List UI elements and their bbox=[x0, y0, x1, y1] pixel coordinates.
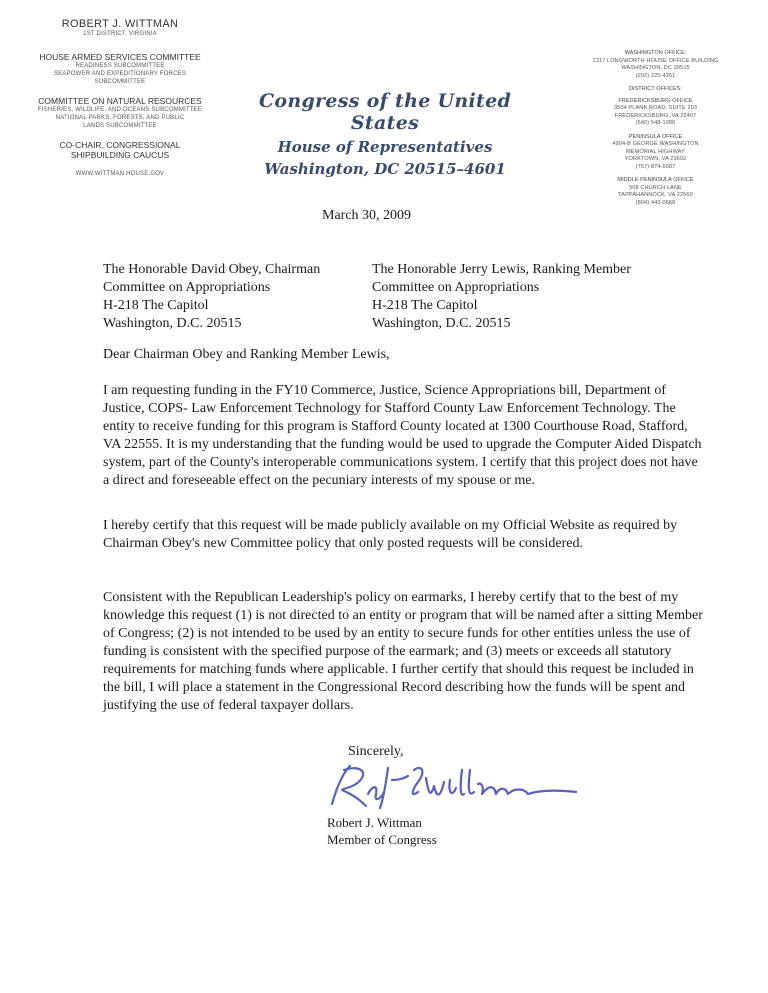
congress-title: Congress of the United States bbox=[258, 90, 512, 134]
website: WWW.WITTMAN.HOUSE.GOV bbox=[75, 171, 165, 177]
office-address: WASHINGTON, DC 20515 bbox=[621, 65, 690, 71]
office-title: WASHINGTON OFFICE: bbox=[624, 50, 687, 56]
office-phone: (757) 874-6687 bbox=[635, 163, 676, 170]
recipient-line: The Honorable Jerry Lewis, Ranking Member bbox=[372, 262, 631, 277]
paragraph-earmark-certification: Consistent with the Republican Leadership's policy on earmarks, I hereby certify that to the best of my knowledge this request (1) is not directed to an entity or program that will be named after a sitting Member of Congress; (2) is not intended to be used by an entity to secure funds for other entities unless the use of funding is consistent with the specified purpose of the earmark; and (3) meets or exceeds all statutory requirements for matching funds where applicable. I further certify that should this request be included in the bill, I will place a statement in the Congressional Record describing how the funds will be spent and justifying the use of federal taxpayer dollars. bbox=[103, 590, 703, 713]
committee-title: HOUSE ARMED SERVICES COMMITTEE bbox=[39, 52, 201, 62]
member-district: 1ST DISTRICT, VIRGINIA bbox=[83, 31, 157, 37]
signature bbox=[314, 760, 584, 820]
caucus bbox=[22, 140, 218, 160]
recipient-line: Committee on Appropriations bbox=[103, 280, 271, 295]
subcommittee: SEAPOWER AND EXPEDITIONARY FORCES SUBCOMMITTEE bbox=[53, 71, 187, 85]
letterhead-left bbox=[22, 18, 218, 178]
recipient-line: Washington, D.C. 20515 bbox=[103, 316, 242, 331]
committee-natural-resources bbox=[22, 96, 218, 130]
recipient-line: The Honorable David Obey, Chairman bbox=[103, 262, 321, 277]
paragraph-website-certification: I hereby certify that this request will be made publicly available on my Official Website as required by Chairman Obey's new Committee policy that only posted requests will be considered. bbox=[103, 518, 678, 551]
office-address: 1317 LONGWORTH HOUSE OFFICE BUILDING bbox=[592, 57, 719, 64]
recipient-line: Washington, D.C. 20515 bbox=[372, 316, 511, 331]
member-name: ROBERT J. WITTMAN bbox=[61, 18, 179, 30]
office-phone: (540) 548-1086 bbox=[635, 120, 676, 126]
office-phone: (804) 443-0668 bbox=[635, 199, 676, 206]
paragraph-request: I am requesting funding in the FY10 Commerce, Justice, Science Appropriations bill, Department of Justice, COPS- Law Enforcement Technology for Stafford County Law Enforcement Technology. The entity to receive funding for this program is Stafford County located at 1300 Courthouse Road, Stafford, VA 22555. It is my understanding that the funding would be used to upgrade the Computer Aided Dispatch system, part of the County's interoperable communications system. I certify that this project does not have a direct and foreseeable effect on the pecuniary interests of my spouse or me. bbox=[103, 383, 702, 488]
office-address: TAPPAHANNOCK, VA 22560 bbox=[618, 192, 693, 198]
office-address: FREDERICKSBURG, VA 22407 bbox=[614, 112, 697, 119]
letterhead-right bbox=[578, 50, 733, 213]
closing: Sincerely, bbox=[348, 744, 404, 759]
office-phone: (202) 225-4261 bbox=[635, 72, 676, 79]
office-title: PENINSULA OFFICE bbox=[628, 133, 683, 140]
office-address: MEMORIAL HIGHWAY bbox=[626, 148, 685, 155]
subcommittee: READINESS SUBCOMMITTEE bbox=[75, 63, 165, 69]
signer-title: Member of Congress bbox=[327, 832, 437, 847]
signer-name: Robert J. Wittman bbox=[327, 815, 422, 830]
recipient-line: Committee on Appropriations bbox=[372, 280, 540, 295]
recipient-line: H-218 The Capitol bbox=[103, 298, 209, 313]
house-title: House of Representatives bbox=[277, 138, 493, 156]
peninsula-office bbox=[578, 134, 733, 172]
office-address: YORKTOWN, VA 23692 bbox=[624, 156, 687, 162]
fredericksburg-office bbox=[578, 98, 733, 128]
caucus-title: CO-CHAIR, CONGRESSIONAL SHIPBUILDING CAUCUS bbox=[59, 140, 181, 160]
signer-block bbox=[327, 814, 437, 848]
district-offices bbox=[578, 86, 733, 207]
subcommittee: NATIONAL PARKS, FORESTS, AND PUBLIC LANDS SUBCOMMITTEE bbox=[55, 115, 185, 129]
subcommittee: FISHERIES, WILDLIFE, AND OCEANS SUBCOMMITTEE bbox=[37, 107, 203, 113]
recipient-obey bbox=[103, 261, 320, 333]
office-title: FREDERICKSBURG OFFICE bbox=[618, 97, 693, 104]
letter-date: March 30, 2009 bbox=[322, 208, 412, 223]
recipient-line: H-218 The Capitol bbox=[372, 298, 478, 313]
committee-armed-services bbox=[22, 52, 218, 86]
office-title: MIDDLE PENINSULA OFFICE bbox=[617, 177, 694, 183]
committee-title: COMMITTEE ON NATURAL RESOURCES bbox=[38, 96, 202, 106]
washington-address: Washington, DC 20515–4601 bbox=[264, 160, 506, 178]
district-offices-title: DISTRICT OFFICES: bbox=[628, 86, 683, 92]
middle-peninsula-office bbox=[578, 177, 733, 207]
recipient-lewis bbox=[372, 261, 631, 333]
office-address: 508 CHURCH LANE bbox=[629, 184, 682, 191]
washington-office bbox=[578, 50, 733, 80]
office-address: 3504 PLANK ROAD, SUITE 203 bbox=[613, 105, 698, 111]
salutation: Dear Chairman Obey and Ranking Member Lewis, bbox=[103, 347, 390, 362]
office-address: 4904-B GEORGE WASHINGTON bbox=[612, 141, 699, 147]
letterhead-center bbox=[225, 90, 545, 178]
